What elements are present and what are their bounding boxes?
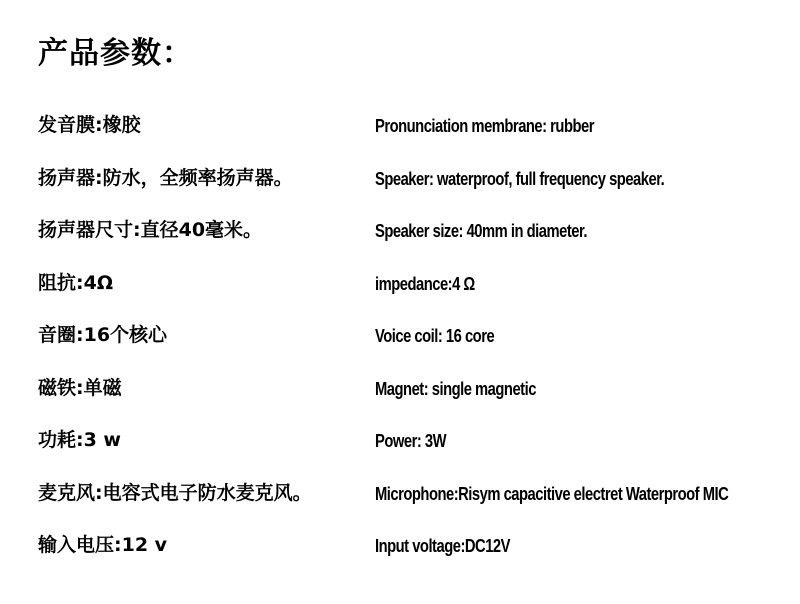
spec-label-en: Input voltage:DC12V xyxy=(375,536,510,556)
spec-row xyxy=(0,108,800,161)
spec-label-en: Microphone:Risym capacitive electret Waterproof MIC xyxy=(375,483,729,504)
spec-label-en: Speaker size: 40mm in diameter. xyxy=(375,221,588,241)
spec-label-en: impedance:4 Ω xyxy=(375,273,475,294)
spec-label-en: Power: 3W xyxy=(375,431,447,451)
spec-row xyxy=(0,476,800,529)
spec-row xyxy=(0,161,800,214)
spec-label-cn: 功耗:3 w xyxy=(38,429,121,451)
spec-row xyxy=(0,318,800,371)
spec-label-en: Pronunciation membrane: rubber xyxy=(375,116,594,136)
spec-list xyxy=(0,108,800,581)
spec-label-cn: 音圈:16个核心 xyxy=(38,324,168,346)
spec-label-cn: 扬声器:防水，全频率扬声器。 xyxy=(38,166,293,189)
page-title: 产品参数： xyxy=(38,36,193,71)
spec-row xyxy=(0,213,800,266)
spec-row xyxy=(0,266,800,319)
spec-label-cn: 阻抗:4Ω xyxy=(38,271,113,294)
spec-label-cn: 磁铁:单磁 xyxy=(38,376,122,399)
spec-label-en: Magnet: single magnetic xyxy=(375,378,536,399)
spec-label-cn: 输入电压:12 v xyxy=(38,534,168,556)
spec-label-en: Voice coil: 16 core xyxy=(375,326,495,346)
spec-label-cn: 麦克风:电容式电子防水麦克风。 xyxy=(38,481,312,504)
spec-row xyxy=(0,371,800,424)
spec-label-cn: 扬声器尺寸:直径40毫米。 xyxy=(38,219,263,241)
spec-row xyxy=(0,423,800,476)
spec-label-cn: 发音膜:橡胶 xyxy=(38,114,141,136)
spec-label-en: Speaker: waterproof, full frequency speaker. xyxy=(375,168,665,189)
spec-row xyxy=(0,528,800,581)
